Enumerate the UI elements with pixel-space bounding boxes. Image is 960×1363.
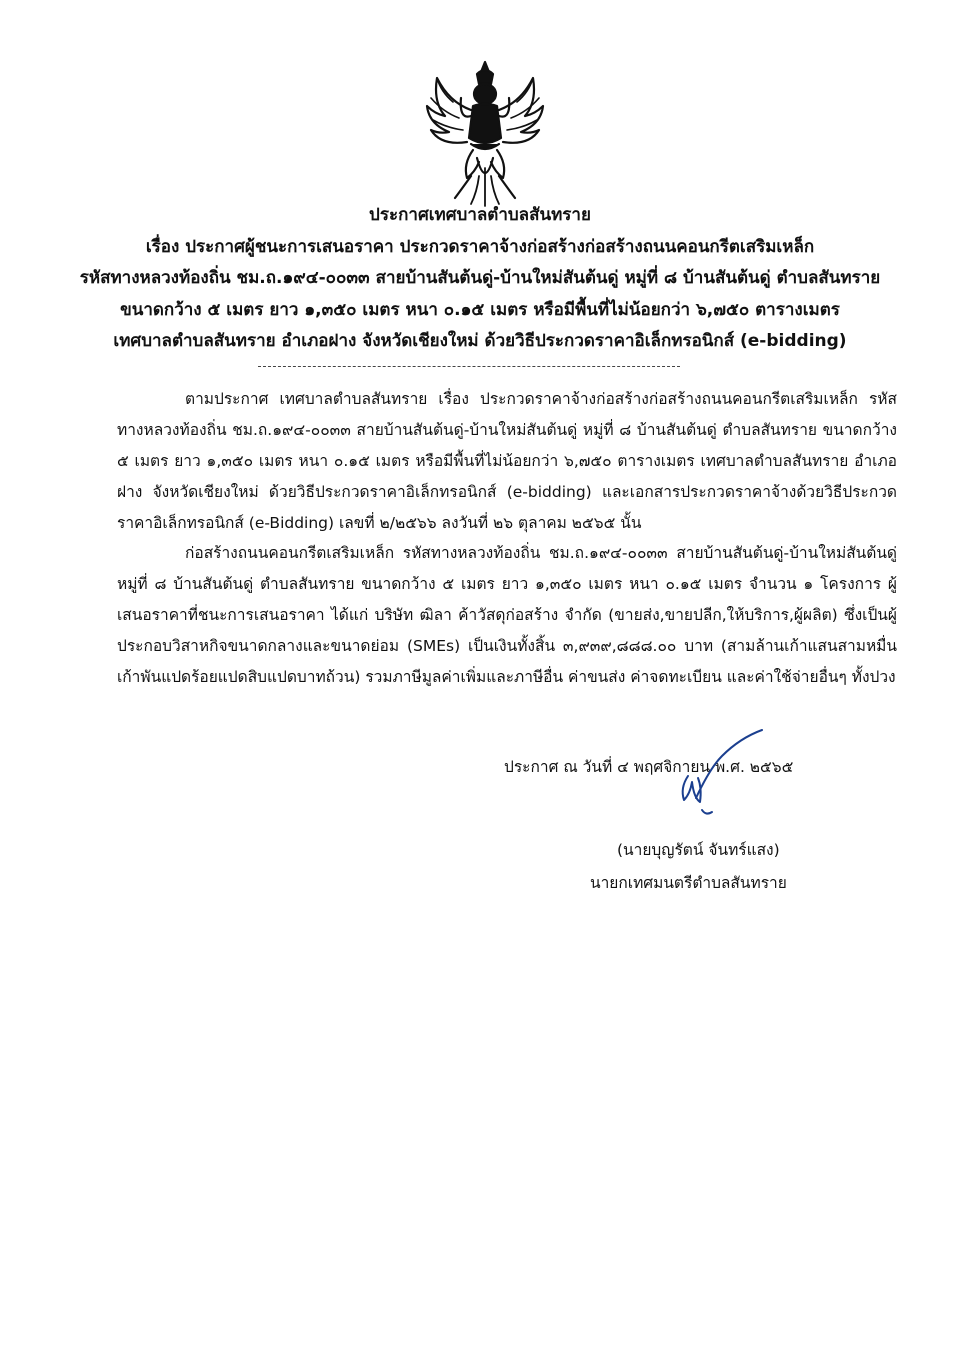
subject-line: ขนาดกว้าง ๕ เมตร ยาว ๑,๓๕๐ เมตร หนา ๐.๑๕ เมตร หรือมีพื้นที่ไม่น้อยกว่า ๖,๗๕๐ ตารางเมตร [120,300,840,320]
divider [258,366,680,367]
body-paragraph: ตามประกาศ เทศบาลตำบลสันทราย เรื่อง ประกวดราคาจ้างก่อสร้างก่อสร้างถนนคอนกรีตเสริมเหล็ก รหัสทางหลวงท้องถิ่น ชม.ถ.๑๙๔-๐๐๓๓ สายบ้านสันต้นดู่-บ้านใหม่สันต้นดู่ หมู่ที่ ๘ บ้านสันต้นดู่ ตำบลสันทราย ขนาดกว้าง ๕ เมตร ยาว ๑,๓๕๐ เมตร หนา ๐.๑๕ เมตร หรือมีพื้นที่ไม่น้อยกว่า ๖,๗๕๐ ตารางเมตร เทศบาลตำบลสันทราย อำเภอฝาง จังหวัดเชียงใหม่ ด้วยวิธีประกวดราคาอิเล็กทรอนิกส์ (e-bidding) และเอกสารประกวดราคาจ้างด้วยวิธีประกวดราคาอิเล็กทรอนิกส์ (e-Bidding) เลขที่ ๒/๒๕๖๖ ลงวันที่ ๒๖ ตุลาคม ๒๕๖๕ นั้น [117,390,897,532]
garuda-emblem-icon [415,58,555,208]
body-paragraph: ก่อสร้างถนนคอนกรีตเสริมเหล็ก รหัสทางหลวงท้องถิ่น ชม.ถ.๑๙๔-๐๐๓๓ สายบ้านสันต้นดู่-บ้านใหม่สันต้นดู่ หมู่ที่ ๘ บ้านสันต้นดู่ ตำบลสันทราย ขนาดกว้าง ๕ เมตร ยาว ๑,๓๕๐ เมตร หนา ๐.๑๕ เมตร จำนวน ๑ โครงการ ผู้เสนอราคาที่ชนะการเสนอราคา ได้แก่ บริษัท ฒิลา ค้าวัสดุก่อสร้าง จำกัด (ขายส่ง,ขายปลีก,ให้บริการ,ผู้ผลิต) ซึ่งเป็นผู้ประกอบวิสาหกิจขนาดกลางและขนาดย่อม (SMEs) เป็นเงินทั้งสิ้น ๓,๙๓๙,๘๘๘.๐๐ บาท (สามล้านเก้าแสนสามหมื่นเก้าพันแปดร้อยแปดสิบแปดบาทถ้วน) รวมภาษีมูลค่าเพิ่มและภาษีอื่น ค่าขนส่ง ค่าจดทะเบียน และค่าใช้จ่ายอื่นๆ ทั้งปวง [117,544,897,686]
signer-name: (นายบุญรัตน์ จันทร์แสง) [617,841,780,859]
subject-line: รหัสทางหลวงท้องถิ่น ชม.ถ.๑๙๔-๐๐๓๓ สายบ้านสันต้นดู่-บ้านใหม่สันต้นดู่ หมู่ที่ ๘ บ้านสันต้นดู่ ตำบลสันทราย [79,268,881,288]
handwritten-signature [650,728,780,828]
subject-line: เทศบาลตำบลสันทราย อำเภอฝาง จังหวัดเชียงใหม่ ด้วยวิธีประกวดราคาอิเล็กทรอนิกส์ (e-bidding) [113,331,847,351]
announcement-date: ประกาศ ณ วันที่ ๔ พฤศจิกายน พ.ศ. ๒๕๖๕ [504,758,794,776]
document-title: ประกาศเทศบาลตำบลสันทราย [369,205,591,225]
signer-position: นายกเทศมนตรีตำบลสันทราย [590,874,787,892]
subject-line: เรื่อง ประกาศผู้ชนะการเสนอราคา ประกวดราคาจ้างก่อสร้างก่อสร้างถนนคอนกรีตเสริมเหล็ก [145,237,815,257]
